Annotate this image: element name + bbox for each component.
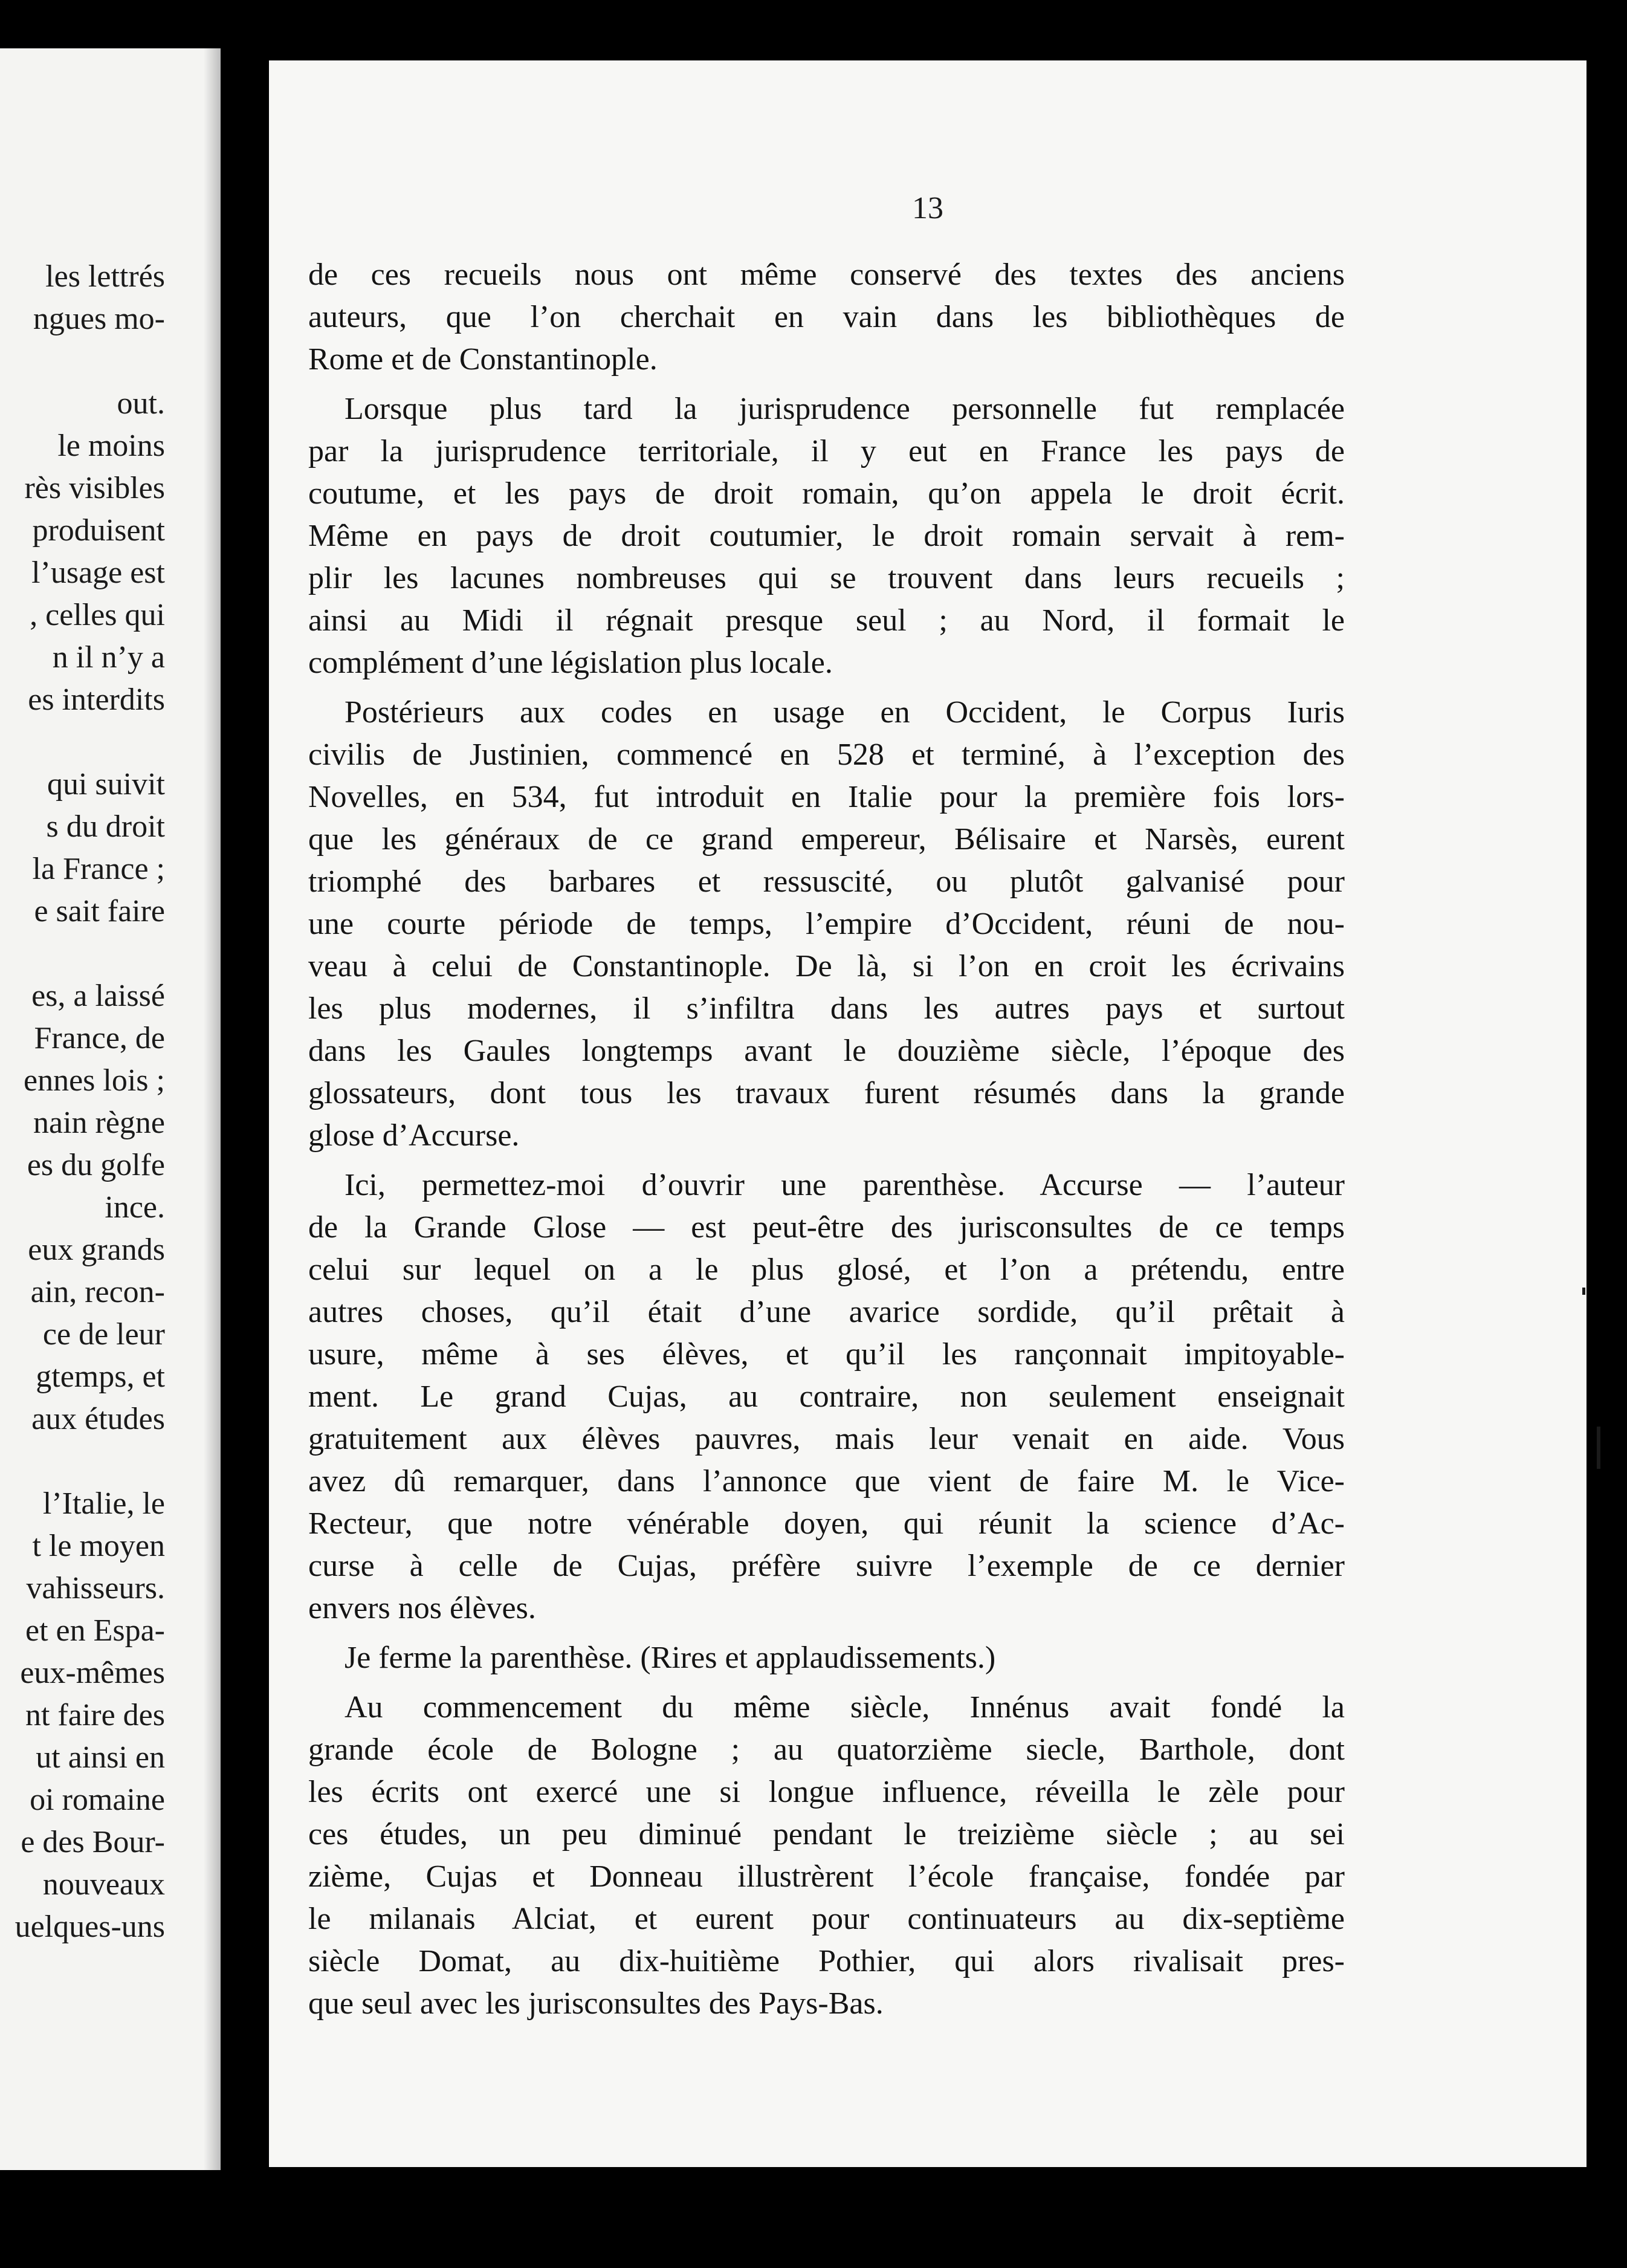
left-page-line: eux grands	[28, 1233, 165, 1267]
text-line: glossateurs, dont tous les travaux furent résumés dans la grande	[308, 1076, 1345, 1110]
text-line: zième, Cujas et Donneau illustrèrent l’école française, fondée par	[308, 1859, 1345, 1894]
text-line: par la jurisprudence territoriale, il y eut en France les pays de	[308, 434, 1345, 468]
text-line: de la Grande Glose — est peut-être des jurisconsultes de ce temps	[308, 1210, 1345, 1245]
text-line: auteurs, que l’on cherchait en vain dans les bibliothèques de	[308, 300, 1345, 334]
left-page-line: e des Bour-	[21, 1825, 165, 1859]
text-line: les écrits ont exercé une si longue influence, réveilla le zèle pour	[308, 1775, 1345, 1809]
text-line: ces études, un peu diminué pendant le treizième siècle ; au sei	[308, 1817, 1345, 1852]
left-page-line: ince.	[105, 1190, 165, 1225]
left-page-line: ngues mo-	[33, 302, 165, 336]
right-page	[269, 60, 1587, 2167]
text-line: envers nos élèves.	[308, 1591, 536, 1625]
left-page-line: aux études	[31, 1402, 165, 1436]
left-page-line: ennes lois ;	[24, 1063, 165, 1098]
left-page-line: out.	[117, 386, 165, 421]
left-page-line: oi romaine	[30, 1783, 165, 1817]
scan-speck	[1597, 1427, 1600, 1469]
text-line: Rome et de Constantinople.	[308, 342, 658, 377]
left-page-line: es interdits	[28, 682, 165, 717]
text-line: coutume, et les pays de droit romain, qu’on appela le droit écrit.	[308, 476, 1345, 511]
left-page-line: s du droit	[46, 809, 165, 844]
left-page-line: nouveaux	[42, 1867, 165, 1902]
left-page-line: la France ;	[32, 852, 165, 886]
text-line: curse à celle de Cujas, préfère suivre l’exemple de ce dernier	[308, 1549, 1345, 1583]
left-page-line: e sait faire	[34, 894, 165, 928]
text-line: triomphé des barbares et ressuscité, ou plutôt galvanisé pour	[308, 864, 1345, 899]
text-line: autres choses, qu’il était d’une avarice sordide, qu’il prêtait à	[308, 1295, 1345, 1329]
left-page-line	[15, 721, 165, 763]
text-line: siècle Domat, au dix-huitième Pothier, qui alors rivalisait pres-	[308, 1944, 1345, 1978]
text-line: Lorsque plus tard la jurisprudence personnelle fut remplacée	[344, 392, 1345, 426]
text-line: civilis de Justinien, commencé en 528 et terminé, à l’exception des	[308, 737, 1345, 772]
text-line: complément d’une législation plus locale.	[308, 646, 833, 680]
left-page-line: t le moyen	[32, 1529, 165, 1563]
left-page-line: les lettrés	[45, 259, 165, 294]
left-page-line: eux-mêmes	[20, 1656, 165, 1690]
text-line: Postérieurs aux codes en usage en Occident, le Corpus Iuris	[344, 695, 1345, 730]
left-page-line: , celles qui	[30, 598, 165, 632]
text-line: le milanais Alciat, et eurent pour continuateurs au dix-septième	[308, 1902, 1345, 1936]
text-line: glose d’Accurse.	[308, 1118, 520, 1153]
left-page-line: qui suivit	[47, 767, 165, 802]
left-page-line: le moins	[57, 429, 165, 463]
left-page-line: l’usage est	[31, 556, 165, 590]
text-line: Recteur, que notre vénérable doyen, qui réunit la science d’Ac-	[308, 1506, 1345, 1541]
text-line: les plus modernes, il s’infiltra dans les autres pays et surtout	[308, 991, 1345, 1026]
left-page-text	[15, 256, 165, 1948]
left-page-line: uelques-uns	[15, 1910, 165, 1944]
text-line: Ici, permettez-moi d’ouvrir une parenthèse. Accurse — l’auteur	[344, 1168, 1345, 1202]
left-page-line: rès visibles	[24, 471, 165, 505]
text-line: veau à celui de Constantinople. De là, si l’on en croit les écrivains	[308, 949, 1345, 983]
left-page-line	[15, 933, 165, 975]
text-line: une courte période de temps, l’empire d’Occident, réuni de nou-	[308, 907, 1345, 941]
left-page	[0, 48, 221, 2170]
left-page-line	[15, 1440, 165, 1483]
body-text	[308, 254, 1345, 2025]
text-line: plir les lacunes nombreuses qui se trouvent dans leurs recueils ;	[308, 561, 1345, 595]
text-line: usure, même à ses élèves, et qu’il les rançonnait impitoyable-	[308, 1337, 1345, 1372]
book-gutter	[221, 48, 269, 2170]
text-line: ment. Le grand Cujas, au contraire, non seulement enseignait	[308, 1379, 1345, 1414]
text-line: Novelles, en 534, fut introduit en Italie pour la première fois lors-	[308, 780, 1345, 814]
text-line: Je ferme la parenthèse. (Rires et applaudissements.)	[344, 1641, 996, 1675]
left-page-line: nain règne	[33, 1106, 165, 1140]
left-page-line: nt faire des	[25, 1698, 165, 1732]
left-page-line: n il n’y a	[52, 640, 165, 675]
page-number: 13	[912, 191, 943, 225]
text-line: dans les Gaules longtemps avant le douzième siècle, l’époque des	[308, 1034, 1345, 1068]
left-page-line	[15, 340, 165, 383]
left-page-line: l’Italie, le	[42, 1486, 165, 1521]
left-page-line: vahisseurs.	[26, 1571, 165, 1605]
text-line: gratuitement aux élèves pauvres, mais leur venait en aide. Vous	[308, 1422, 1345, 1456]
text-line: ainsi au Midi il régnait presque seul ; au Nord, il formait le	[308, 603, 1345, 638]
left-page-line: es, a laissé	[31, 979, 165, 1013]
text-line: celui sur lequel on a le plus glosé, et l’on a prétendu, entre	[308, 1252, 1345, 1287]
text-line: de ces recueils nous ont même conservé des textes des anciens	[308, 258, 1345, 292]
left-page-line: es du golfe	[27, 1148, 165, 1182]
left-page-line: produisent	[32, 513, 165, 548]
text-line: Même en pays de droit coutumier, le droit romain servait à rem-	[308, 519, 1345, 553]
left-page-line: France, de	[34, 1021, 165, 1055]
left-page-edge	[204, 48, 221, 2170]
text-line: Au commencement du même siècle, Innénus avait fondé la	[344, 1690, 1345, 1725]
text-line: avez dû remarquer, dans l’annonce que vient de faire M. le Vice-	[308, 1464, 1345, 1498]
left-page-line: gtemps, et	[36, 1359, 165, 1394]
scan-border-bottom	[0, 2171, 1627, 2268]
left-page-line: ut ainsi en	[36, 1740, 165, 1775]
left-page-line: ain, recon-	[30, 1275, 165, 1309]
text-line: que seul avec les jurisconsultes des Pays-Bas.	[308, 1986, 884, 2021]
text-line: grande école de Bologne ; au quatorzième siecle, Barthole, dont	[308, 1732, 1345, 1767]
scan-speck	[1582, 1288, 1585, 1295]
text-line: que les généraux de ce grand empereur, Bélisaire et Narsès, eurent	[308, 822, 1345, 857]
left-page-line: et en Espa-	[25, 1613, 165, 1648]
left-page-line: ce de leur	[42, 1317, 165, 1352]
